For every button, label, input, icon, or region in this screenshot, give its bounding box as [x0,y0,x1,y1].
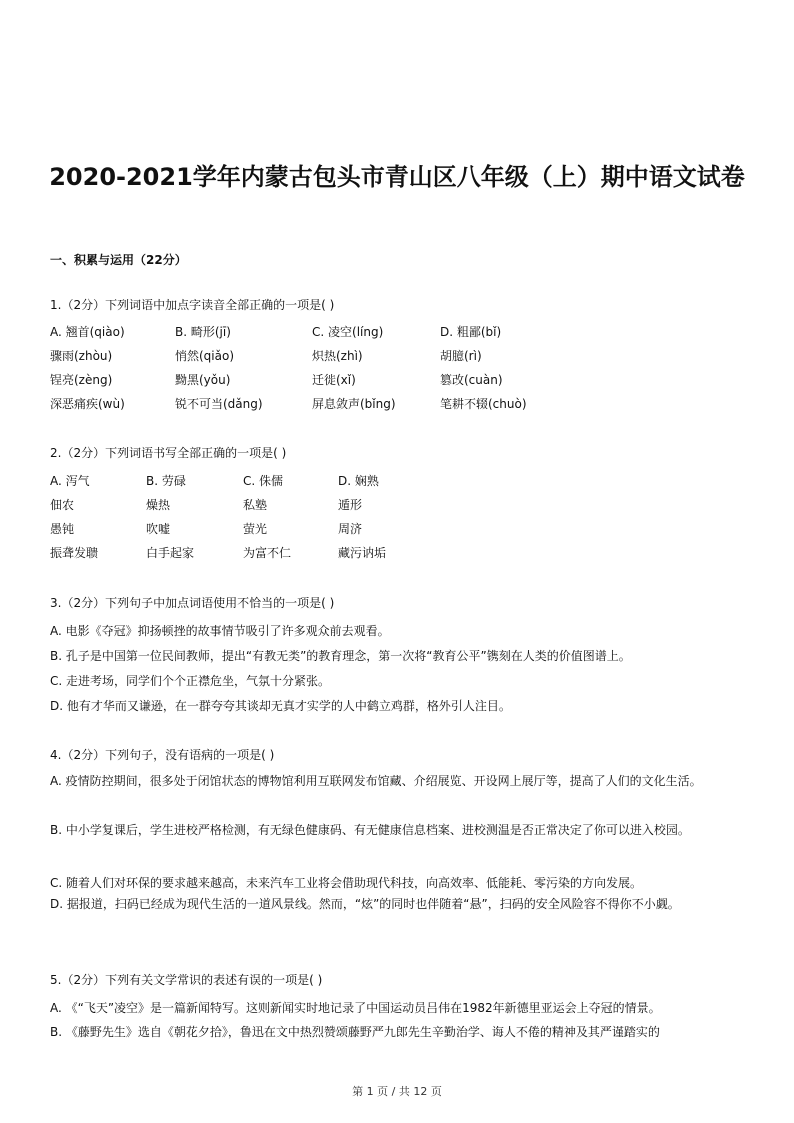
option-cell: 迁徙(xǐ) [312,373,356,387]
question-4-option-d: D. 据报道，扫码已经成为现代生活的一道风景线。然而，“炫”的同时也伴随着“悬”，扫码的安全风险容不得你不小觑。 [50,897,680,911]
question-2-stem: 2.（2分）下列词语书写全部正确的一项是( ) [50,446,287,460]
option-cell: 佃农 [50,498,75,512]
question-4-option-c: C. 随着人们对环保的要求越来越高，未来汽车工业将会借助现代科技，向高效率、低能耗、零污染的方向发展。 [50,876,643,890]
question-3-option-d: D. 他有才华而又谦逊，在一群夸夸其谈却无真才实学的人中鹤立鸡群，格外引人注目。 [50,699,511,713]
option-cell: 炽热(zhì) [312,349,363,363]
document-title: 2020-2021学年内蒙古包头市青山区八年级（上）期中语文试卷 [49,163,745,191]
option-cell: 为富不仁 [243,546,292,560]
question-4-stem: 4.（2分）下列句子，没有语病的一项是( ) [50,748,275,762]
option-cell: 胡臆(rì) [440,349,482,363]
option-cell: 黝黑(yǒu) [175,373,231,387]
question-5-stem: 5.（2分）下列有关文学常识的表述有误的一项是( ) [50,973,323,987]
option-cell: 篡改(cuàn) [440,373,503,387]
question-3-option-b: B. 孔子是中国第一位民间教师，提出“有教无类”的教育理念，第一次将“教育公平”镌刻在人类的价值图谱上。 [50,649,631,663]
question-3-stem: 3.（2分）下列句子中加点词语使用不恰当的一项是( ) [50,596,335,610]
option-cell: 笔耕不辍(chuò) [440,397,527,411]
option-cell: B. 畸形(jī) [175,325,231,339]
option-cell: 周济 [338,522,363,536]
option-cell: 白手起家 [146,546,195,560]
option-cell: 悄然(qiǎo) [175,349,235,363]
question-5-option-b: B. 《藤野先生》选自《朝花夕拾》，鲁迅在文中热烈赞颂藤野严九郎先生辛勤治学、诲人不倦的精神及其严谨踏实的 [50,1025,660,1039]
option-cell: D. 娴熟 [338,474,379,488]
question-5-option-a: A. 《“飞天”凌空》是一篇新闻特写。这则新闻实时地记录了中国运动员吕伟在1982年新德里亚运会上夺冠的情景。 [50,1001,661,1015]
option-cell: A. 翘首(qiào) [50,325,125,339]
option-cell: 燥热 [146,498,171,512]
option-cell: 遁形 [338,498,363,512]
question-3-option-c: C. 走进考场，同学们个个正襟危坐，气氛十分紧张。 [50,674,331,688]
option-cell: 萤光 [243,522,268,536]
page-footer: 第 1 页 / 共 12 页 [352,1085,442,1098]
option-cell: 吹嘘 [146,522,171,536]
question-4-option-b: B. 中小学复课后，学生进校严格检测，有无绿色健康码、有无健康信息档案、进校测温是否正常决定了你可以进入校园。 [50,823,690,837]
option-cell: A. 泻气 [50,474,90,488]
question-4-option-a: A. 疫情防控期间，很多处于闭馆状态的博物馆利用互联网发布馆藏、介绍展览、开设网上展厅等，提高了人们的文化生活。 [50,774,702,788]
option-cell: 愚钝 [50,522,75,536]
option-cell: 锐不可当(dǎng) [175,397,263,411]
option-cell: 骤雨(zhòu) [50,349,113,363]
option-cell: B. 劳碌 [146,474,186,488]
section-heading: 一、积累与运用（22分） [50,253,187,267]
option-cell: 屏息敛声(bǐng) [312,397,396,411]
option-cell: 私塾 [243,498,268,512]
question-3-option-a: A. 电影《夺冠》抑扬顿挫的故事情节吸引了许多观众前去观看。 [50,624,390,638]
option-cell: C. 侏儒 [243,474,284,488]
option-cell: 锃亮(zèng) [50,373,113,387]
option-cell: C. 凌空(líng) [312,325,384,339]
option-cell: 振聋发聩 [50,546,99,560]
option-cell: 藏污讷垢 [338,546,387,560]
option-cell: 深恶痛疾(wù) [50,397,125,411]
option-cell: D. 粗鄙(bǐ) [440,325,502,339]
question-1-stem: 1.（2分）下列词语中加点字读音全部正确的一项是( ) [50,298,335,312]
